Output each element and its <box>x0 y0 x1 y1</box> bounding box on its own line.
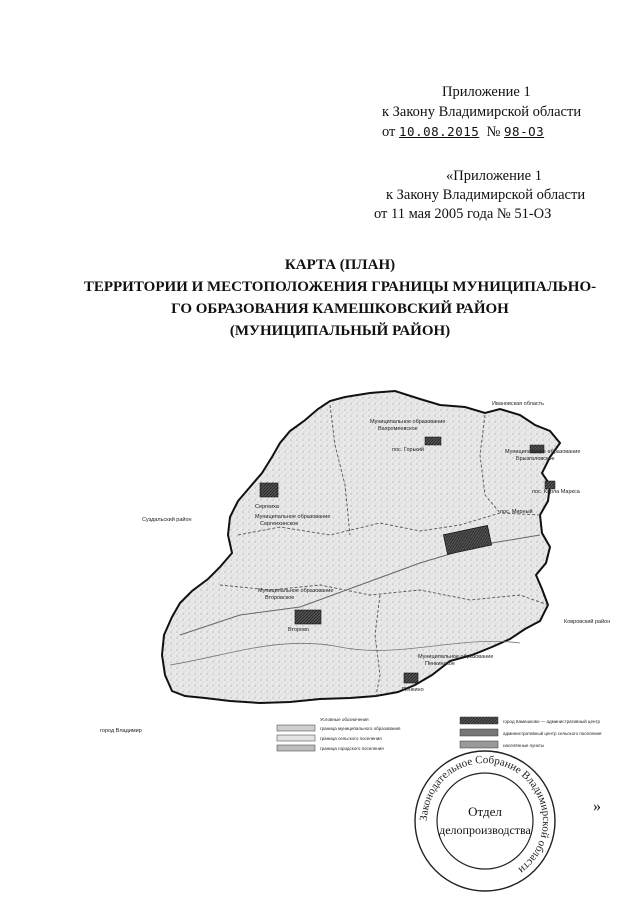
label-sergeikha: Сергеиха <box>255 504 279 510</box>
label-muni-north: Муниципальное образование <box>370 419 446 425</box>
legend-item-1: граница муниципального образования <box>320 726 401 731</box>
department-stamp <box>410 746 560 896</box>
label-muni-west-2: Сергеихинское <box>260 521 299 527</box>
label-muni-west: Муниципальное образование <box>255 514 331 520</box>
label-mirny: пос. Мирный <box>500 509 533 515</box>
label-muni-ne-2: Брызгаловское <box>516 456 555 462</box>
settlement-sergeikha <box>260 483 278 497</box>
closing-quote: » <box>593 798 601 815</box>
date-prefix: от <box>382 124 396 140</box>
legend-swatch-3 <box>277 745 315 751</box>
appendix-date-line <box>382 122 622 142</box>
appendix-law: к Закону Владимирской области <box>382 104 582 120</box>
document-title <box>60 254 620 342</box>
appendix-header <box>382 82 622 142</box>
appendix-title: Приложение 1 <box>442 84 531 100</box>
legend-item-5: административный центр сельского поселения <box>503 731 602 736</box>
original-appendix-date: от 11 мая 2005 года № 51-ОЗ <box>374 206 552 222</box>
label-gorky: пос. Горький <box>392 447 424 453</box>
stamp-inner-ring <box>437 773 533 869</box>
label-kovrov: Ковровский район <box>564 619 611 625</box>
title-line-3: ГО ОБРАЗОВАНИЯ КАМЕШКОВСКИЙ РАЙОН <box>171 301 509 317</box>
legend-swatch-2 <box>277 735 315 741</box>
label-penkino: Пенкино <box>402 687 424 693</box>
label-muni-south: Муниципальное образование <box>418 654 494 660</box>
legend-item-3: граница городского поселения <box>320 746 384 751</box>
legend-heading: Условные обозначения <box>320 717 369 722</box>
legend-swatch-5 <box>460 729 498 736</box>
label-suzdal: Суздальский район <box>142 517 192 523</box>
legend-swatch-1 <box>277 725 315 731</box>
settlement-vtorovo <box>295 610 321 624</box>
legend-item-2: граница сельского поселения <box>320 736 382 741</box>
title-line-4: (МУНИЦИПАЛЬНЫЙ РАЙОН) <box>229 323 451 339</box>
label-marx: пос. Карла Маркса <box>532 489 580 495</box>
stamp-line-1: Отдел <box>468 804 502 819</box>
label-muni-south-2: Пенкинское <box>425 661 455 667</box>
title-line-2: ТЕРРИТОРИИ И МЕСТОПОЛОЖЕНИЯ ГРАНИЦЫ МУНИЦИПАЛЬНО- <box>83 279 597 295</box>
legend-item-4: город Камешково — административный центр <box>503 719 601 724</box>
label-muni-ne: Муниципальное образование <box>505 449 581 455</box>
district-map <box>80 385 620 765</box>
label-muni-center-2: Второвское <box>265 595 295 601</box>
settlement-penkino <box>404 673 418 683</box>
original-appendix-law: к Закону Владимирской области <box>386 187 586 203</box>
original-appendix <box>374 167 624 224</box>
number-prefix: № <box>486 124 501 140</box>
district-boundary <box>162 391 560 703</box>
settlement-marx <box>545 481 555 489</box>
number-value: 98-ОЗ <box>504 124 545 139</box>
stamp-line-2: делопроизводства <box>439 823 531 837</box>
date-value: 10.08.2015 <box>399 124 480 139</box>
stamp-ring-text: Законодательное Собрание Владимирской области <box>417 753 553 876</box>
legend-swatch-4 <box>460 717 498 724</box>
legend-item-6: населённые пункты <box>503 743 545 748</box>
label-muni-north-2: Вахромеевское <box>378 426 418 432</box>
label-muni-center: Муниципальное образование <box>258 588 334 594</box>
original-appendix-title: «Приложение 1 <box>446 168 542 184</box>
label-vtorovo: Второво <box>288 627 310 633</box>
stamp-outer-ring <box>415 751 555 891</box>
label-ivanovo: Ивановская область <box>492 401 545 407</box>
label-vladimir: город Владимир <box>100 728 142 734</box>
title-line-1: КАРТА (ПЛАН) <box>284 257 396 273</box>
settlement-north <box>425 437 441 445</box>
